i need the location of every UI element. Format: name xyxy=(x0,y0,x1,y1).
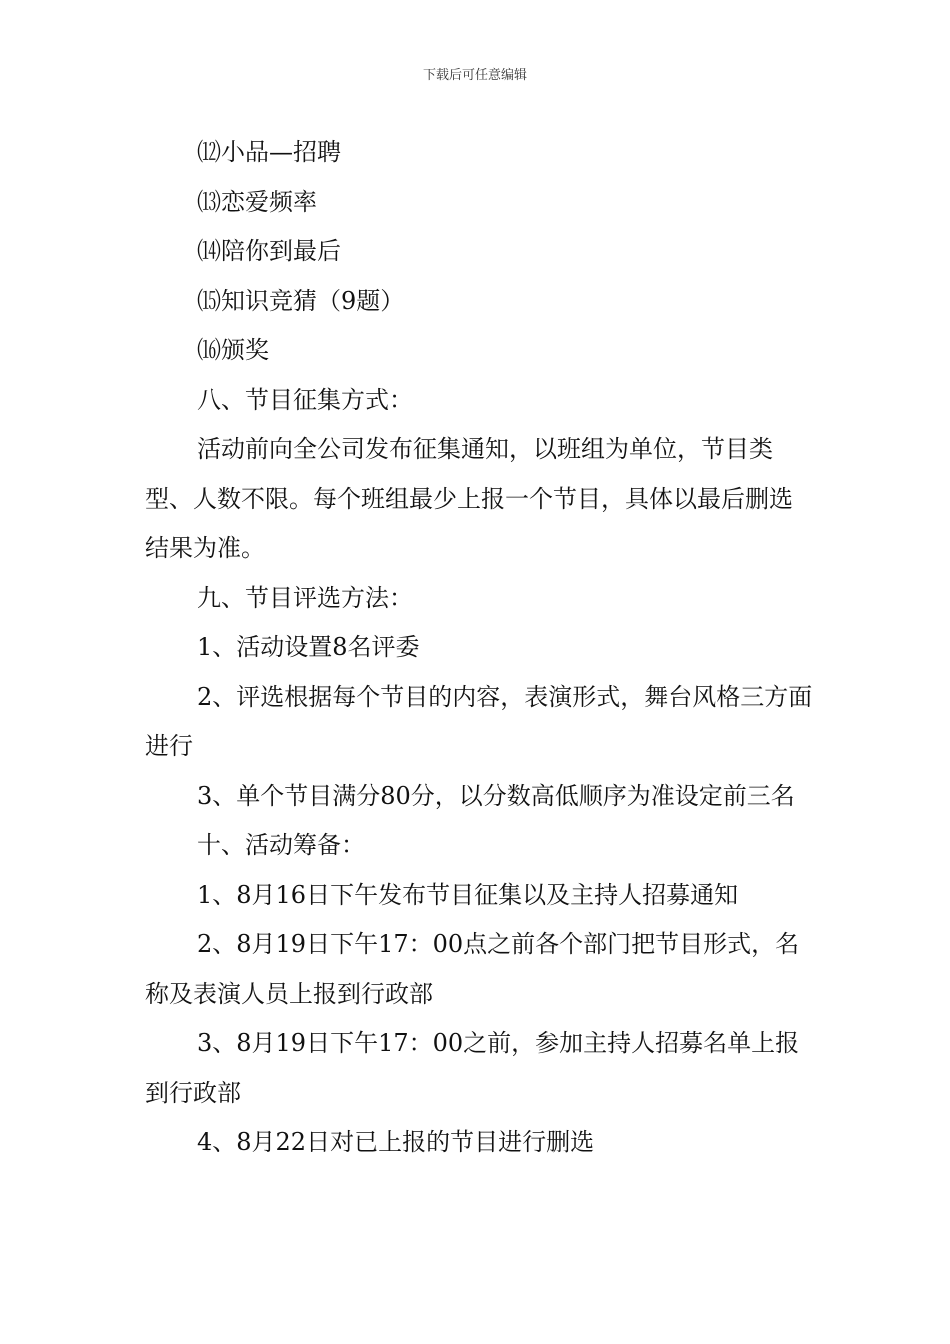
paragraph: 1、8月16日下午发布节目征集以及主持人招募通知 xyxy=(197,880,739,909)
list-item: ⒂知识竞猜（9题） xyxy=(197,286,405,315)
paragraph: 1、活动设置8名评委 xyxy=(197,633,420,661)
paragraph: 活动前向全公司发布征集通知，以班组为单位，节目类型、人数不限。每个班组最少上报一个节目，具体以最后删选结果为准。 xyxy=(145,435,793,562)
section-heading: 十、活动筹备： xyxy=(197,831,365,859)
section-heading: 九、节目评选方法： xyxy=(197,583,413,612)
paragraph: 2、8月19日下午17：00点之前各个部门把节目形式，名称及表演人员上报到行政部 xyxy=(145,930,800,1008)
document-body xyxy=(145,128,815,1168)
list-item: ⑿小品—招聘 xyxy=(197,138,341,166)
page-header: 下载后可任意编辑 xyxy=(422,68,527,83)
paragraph: 3、8月19日下午17：00之前，参加主持人招募名单上报到行政部 xyxy=(145,1029,800,1107)
paragraph: 2、评选根据每个节目的内容，表演形式，舞台风格三方面进行 xyxy=(145,682,813,760)
list-item: ⒁陪你到最后 xyxy=(197,237,341,265)
list-item: ⒃颁奖 xyxy=(197,336,269,364)
paragraph: 3、单个节目满分80分，以分数高低顺序为准设定前三名 xyxy=(197,781,795,810)
paragraph: 4、8月22日对已上报的节目进行删选 xyxy=(197,1128,595,1156)
section-heading: 八、节目征集方式： xyxy=(197,385,413,414)
list-item: ⒀恋爱频率 xyxy=(197,187,317,216)
